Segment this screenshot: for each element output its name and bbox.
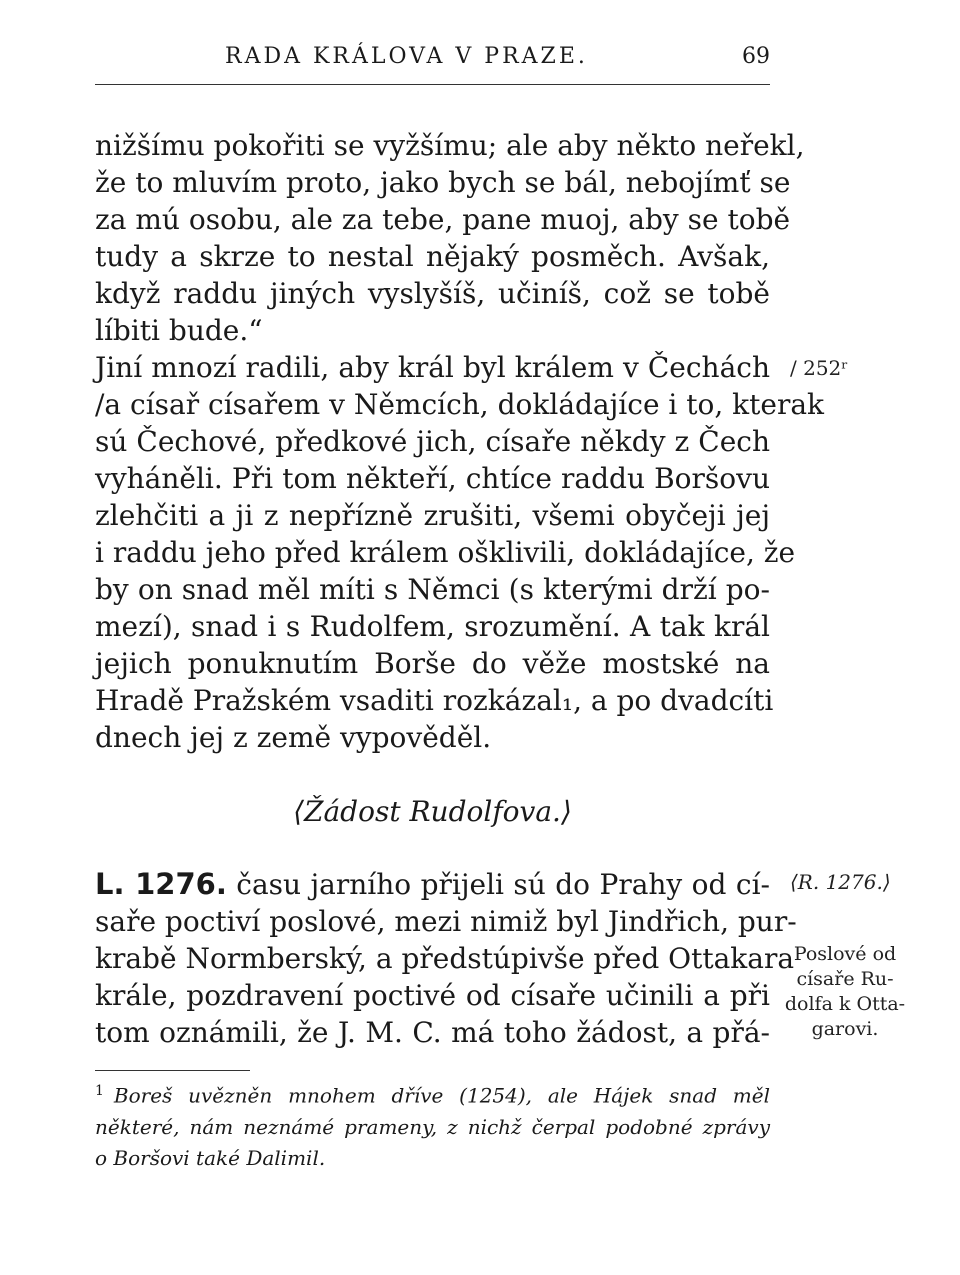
year-margin-note: ⟨R. 1276.⟩: [790, 870, 891, 894]
footnote-rule: [95, 1070, 250, 1071]
text-line: za mú osobu, ale za tebe, pane muoj, aby se tobě: [95, 203, 791, 236]
page-header: [95, 44, 770, 84]
text-line: líbiti bude.“: [95, 314, 263, 347]
text-line: jejich ponuknutím Borše do věže mostské na: [95, 647, 770, 680]
text-line: Jiní mnozí radili, aby král byl králem v Čechách: [95, 351, 770, 384]
text-line: mezí), snad i s Rudolfem, srozumění. A tak král: [95, 610, 770, 643]
text-line: zlehčiti a ji z nepřízně zrušiti, všemi obyčeji jej: [95, 499, 770, 532]
running-title: RADA KRÁLOVA V PRAZE.: [225, 44, 588, 69]
text-line: saře poctiví poslové, mezi nimiž byl Jindřich, pur-: [95, 905, 797, 938]
footnote-line: o Boršovi také Dalimil.: [95, 1145, 326, 1170]
text-line: i raddu jeho před králem ošklivili, dokládajíce, že: [95, 536, 796, 569]
paragraph-3: [95, 866, 797, 1051]
text-line: nižšímu pokořiti se vyžšímu; ale aby někto neřekl,: [95, 129, 805, 162]
text-line: když raddu jiných vyslyšíš, učiníš, což se tobě: [95, 277, 770, 310]
summary-line: Poslové od: [793, 943, 897, 965]
text-line: vyháněli. Při tom někteří, chtíce raddu Boršovu: [95, 462, 770, 495]
header-rule: [95, 84, 770, 85]
paragraph-1: [95, 127, 805, 349]
text-line: krále, pozdravení poctivé od císaře učinili a při: [95, 979, 770, 1012]
year-label: L. 1276.: [95, 867, 227, 901]
text-line: tudy a skrze to nestal nějaký posměch. Avšak,: [95, 240, 770, 273]
text-line: [95, 866, 770, 903]
summary-line: garovi.: [811, 1018, 879, 1040]
text-fragment: Boreš uvězněn mnohem dříve (1254), ale Hájek snad měl: [113, 1083, 770, 1108]
text-fragment: času jarního přijeli sú do Prahy od cí-: [226, 868, 770, 901]
text-line: Hradě Pražském vsaditi rozkázal₁, a po dvadcíti: [95, 684, 774, 717]
text-line: by on snad měl míti s Němci (s kterými drží po-: [95, 573, 770, 606]
text-line: tom oznámili, že J. M. C. má toho žádost, a přá-: [95, 1016, 770, 1049]
text-line: /a císař císařem v Němcích, dokládajíce i to, kterak: [95, 388, 825, 421]
footnote-line: některé, nám neznámé prameny, z nichž čerpal podobné zprávy: [95, 1114, 770, 1139]
footnote-line: [95, 1076, 770, 1112]
folio-marker: / 252ʳ: [790, 356, 849, 380]
footnote-mark: 1: [95, 1083, 104, 1099]
text-line: dnech jej z země vypověděl.: [95, 721, 492, 754]
footnote: [95, 1076, 770, 1174]
text-line: sú Čechové, předkové jich, císaře někdy z Čech: [95, 425, 770, 458]
text-line: krabě Normberský, a předstúpivše před Ottakara: [95, 942, 795, 975]
summary-line: císaře Ru-: [796, 968, 894, 990]
section-heading: ⟨Žádost Rudolfova.⟩: [293, 795, 572, 828]
text-line: že to mluvím proto, jako bych se bál, nebojímť se: [95, 166, 791, 199]
page-number: 69: [742, 44, 770, 69]
margin-summary: [780, 942, 910, 1042]
summary-line: dolfa k Otta-: [784, 993, 906, 1015]
